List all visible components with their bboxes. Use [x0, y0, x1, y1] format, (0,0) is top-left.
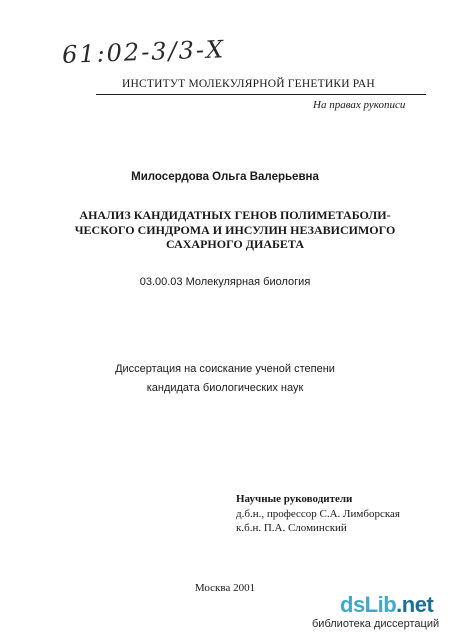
title-line: САХАРНОГО ДИАБЕТА — [166, 237, 304, 251]
institute-name: ИНСТИТУТ МОЛЕКУЛЯРНОЙ ГЕНЕТИКИ РАН — [122, 78, 375, 90]
dissertation-title — [60, 208, 410, 252]
watermark-subtitle: библиотека диссертаций — [312, 618, 440, 630]
specialty-code: 03.00.03 Молекулярная биология — [139, 276, 311, 288]
supervisor-line: д.б.н., профессор С.А. Лимборская — [236, 507, 400, 520]
rights-note: На правах рукописи — [313, 99, 406, 111]
supervisors-heading: Научные руководители — [236, 493, 353, 505]
watermark-logo-main: dsLib — [340, 592, 397, 617]
title-line: АНАЛИЗ КАНДИДАТНЫХ ГЕНОВ ПОЛИМЕТАБОЛИ- — [79, 208, 391, 222]
degree-line: Диссертация на соискание ученой степени — [115, 363, 335, 375]
degree-statement — [0, 360, 450, 398]
header-divider — [96, 94, 426, 95]
degree-line: кандидата биологических наук — [146, 382, 304, 394]
watermark-logo-suffix: .net — [396, 592, 434, 617]
handwritten-archive-code: 61:02-3/3-Х — [61, 35, 226, 69]
city-year: Москва 2001 — [194, 582, 256, 594]
supervisor-line: к.б.н. П.А. Сломинский — [236, 522, 347, 534]
author-name: Милосердова Ольга Валерьевна — [131, 171, 319, 183]
supervisors-block — [236, 492, 400, 536]
title-line: ЧЕСКОГО СИНДРОМА И ИНСУЛИН НЕЗАВИСИМОГО — [74, 222, 396, 237]
watermark-logo[interactable] — [340, 592, 433, 618]
